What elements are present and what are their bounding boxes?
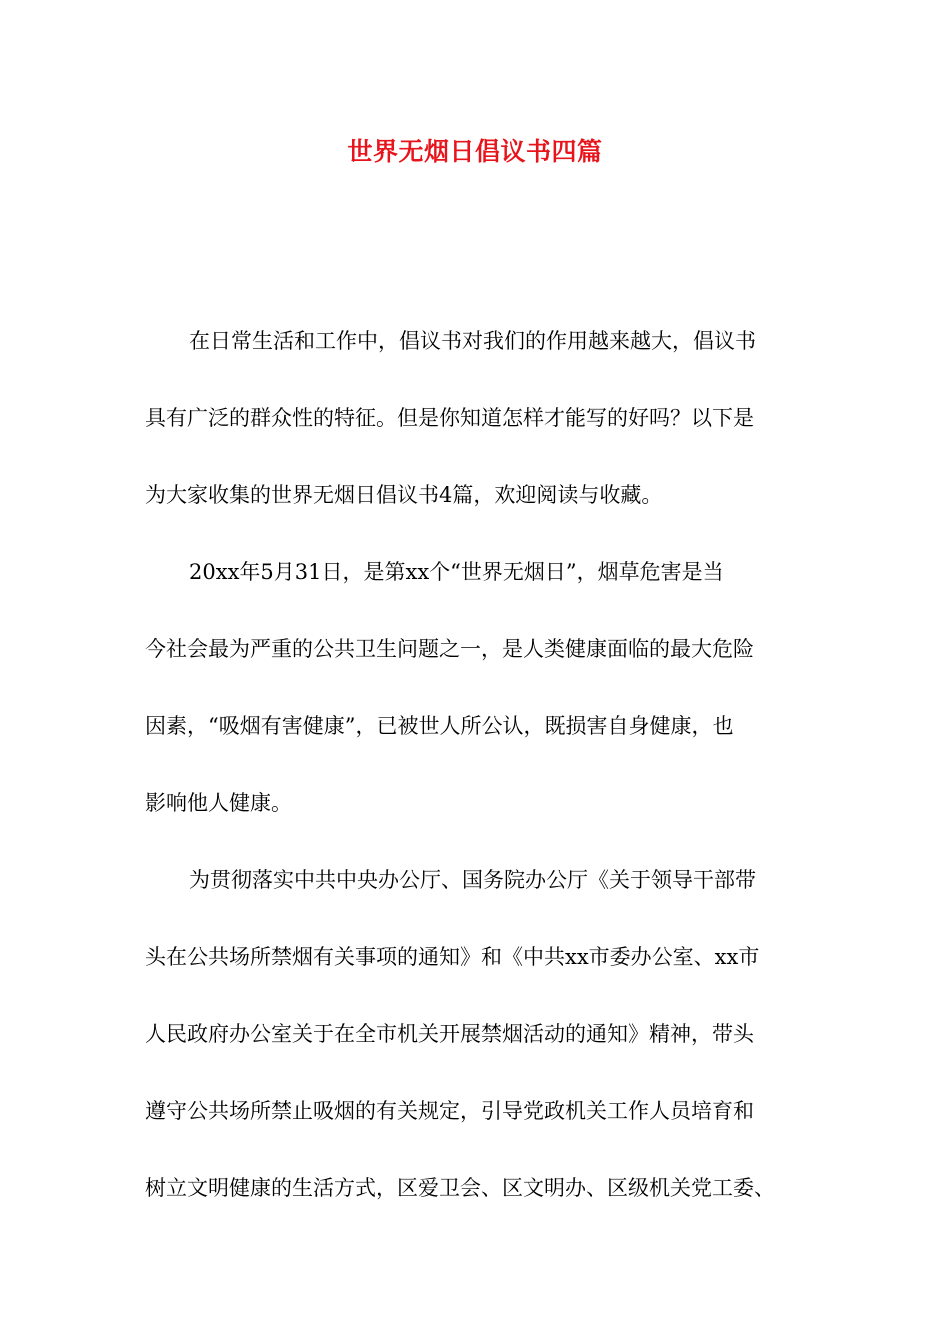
paragraph-line: 为贯彻落实中共中央办公厅、国务院办公厅《关于领导干部带 — [189, 868, 756, 892]
paragraph-line: 影响他人健康。 — [145, 791, 292, 815]
paragraph-line: 头在公共场所禁烟有关事项的通知》和《中共xx市委办公室、xx市 — [145, 945, 760, 969]
paragraph-line: 今社会最为严重的公共卫生问题之一，是人类健康面临的最大危险 — [145, 637, 754, 661]
paragraph-line: 因素，“吸烟有害健康”，已被世人所公认，既损害自身健康，也 — [145, 714, 734, 738]
paragraph-line: 具有广泛的群众性的特征。但是你知道怎样才能写的好吗？以下是 — [145, 406, 754, 430]
paragraph-line: 20xx年5月31日，是第xx个“世界无烟日”，烟草危害是当 — [189, 560, 724, 584]
paragraph-2 — [145, 553, 810, 861]
document-body — [145, 322, 810, 1246]
paragraph-line: 在日常生活和工作中，倡议书对我们的作用越来越大，倡议书 — [189, 329, 756, 353]
document-title: 世界无烟日倡议书四篇 — [347, 137, 603, 166]
paragraph-line: 遵守公共场所禁止吸烟的有关规定，引导党政机关工作人员培育和 — [145, 1099, 754, 1123]
paragraph-1 — [145, 322, 810, 553]
paragraph-3 — [145, 861, 810, 1246]
paragraph-line: 为大家收集的世界无烟日倡议书4篇，欢迎阅读与收藏。 — [145, 483, 663, 507]
paragraph-line: 树立文明健康的生活方式，区爱卫会、区文明办、区级机关党工委、 — [145, 1176, 775, 1200]
paragraph-line: 人民政府办公室关于在全市机关开展禁烟活动的通知》精神，带头 — [145, 1022, 754, 1046]
